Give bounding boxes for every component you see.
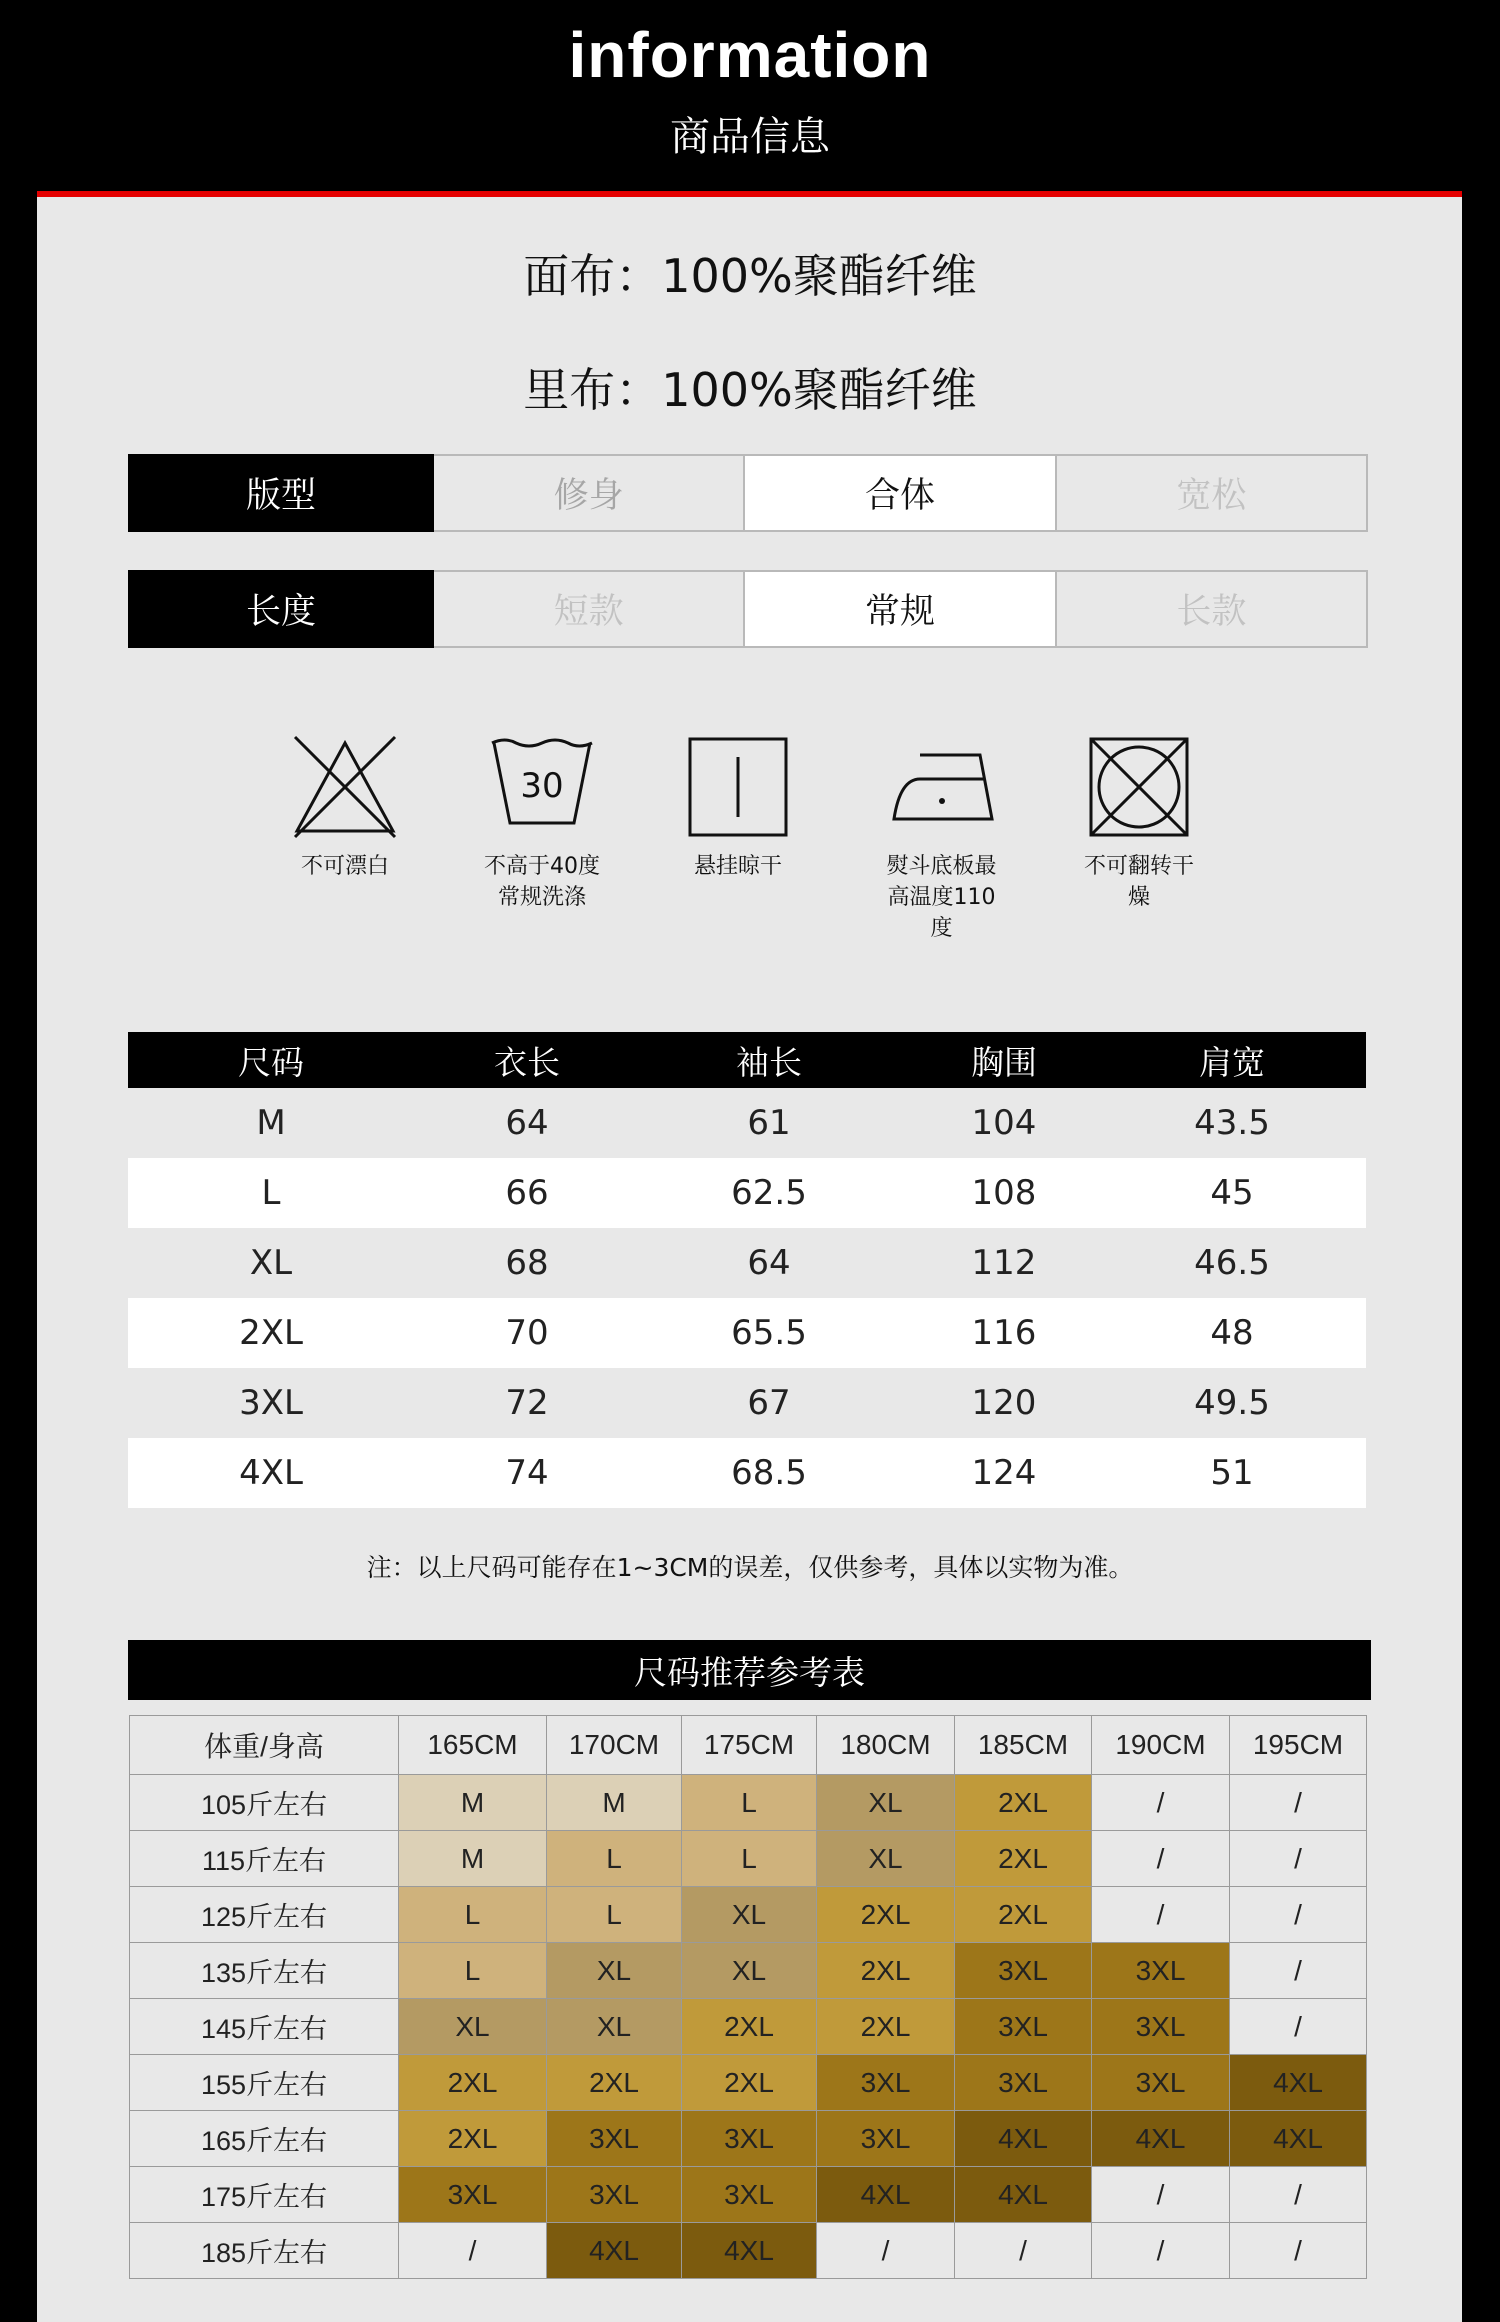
table-cell: 67 (747, 1383, 791, 1423)
table-cell: 43.5 (1194, 1103, 1270, 1143)
table-cell: 72 (505, 1383, 549, 1423)
size-cell: 4XL (547, 2223, 682, 2279)
size-cell: 4XL (1092, 2111, 1230, 2167)
size-cell: / (1092, 1887, 1230, 1943)
size-cell: / (1230, 1887, 1367, 1943)
size-cell: 2XL (817, 1999, 955, 2055)
size-table (128, 1032, 1366, 1508)
length-option-long: 长款 (1057, 570, 1368, 648)
table-cell: 112 (971, 1243, 1037, 1283)
table-row (128, 1088, 1366, 1158)
table-cell: 3XL (239, 1383, 303, 1423)
wash-30-icon (490, 735, 594, 839)
care-item-wash (462, 735, 622, 913)
size-cell: XL (547, 1943, 682, 1999)
table-row (130, 2223, 1367, 2279)
table-cell: 64 (747, 1243, 791, 1283)
fit-selector (128, 454, 1368, 532)
size-cell: 2XL (817, 1943, 955, 1999)
length-option-regular: 常规 (745, 570, 1056, 648)
recommend-table (129, 1715, 1367, 2279)
table-cell: 64 (505, 1103, 549, 1143)
weight-label: 155斤左右 (130, 2055, 399, 2111)
table-cell: 2XL (239, 1313, 303, 1353)
table-cell: XL (249, 1243, 293, 1283)
no-bleach-icon (293, 735, 397, 839)
size-cell: 3XL (1092, 2055, 1230, 2111)
header-subtitle: 商品信息 (670, 114, 830, 160)
size-cell: M (547, 1775, 682, 1831)
size-cell: 2XL (817, 1887, 955, 1943)
size-cell: XL (547, 1999, 682, 2055)
size-cell: 2XL (955, 1831, 1092, 1887)
iron-low-icon (890, 735, 994, 839)
table-row (130, 2055, 1367, 2111)
care-label: 不高于40度常规洗涤 (484, 854, 600, 910)
no-tumble-dry-icon (1087, 735, 1191, 839)
size-cell: / (1092, 1831, 1230, 1887)
size-cell: 4XL (1230, 2055, 1367, 2111)
care-label: 熨斗底板最高温度110度 (886, 854, 997, 941)
table-row (130, 1887, 1367, 1943)
table-row (130, 2111, 1367, 2167)
size-cell: / (1230, 2167, 1367, 2223)
size-cell: L (547, 1887, 682, 1943)
table-row (130, 1943, 1367, 1999)
care-label: 悬挂晾干 (693, 854, 782, 879)
size-cell: 3XL (955, 1999, 1092, 2055)
size-cell: 2XL (682, 2055, 817, 2111)
table-cell: M (256, 1103, 286, 1143)
size-cell: L (399, 1943, 547, 1999)
size-cell: 4XL (955, 2111, 1092, 2167)
fit-option-slim: 修身 (434, 454, 745, 532)
table-cell: 124 (971, 1453, 1037, 1493)
size-cell: XL (817, 1831, 955, 1887)
recommend-title: 尺码推荐参考表 (128, 1640, 1371, 1700)
height-header: 180CM (817, 1716, 955, 1775)
table-cell: 62.5 (731, 1173, 807, 1213)
table-cell: 74 (505, 1453, 549, 1493)
size-cell: L (399, 1887, 547, 1943)
size-cell: / (817, 2223, 955, 2279)
height-header: 185CM (955, 1716, 1092, 1775)
size-cell: L (682, 1775, 817, 1831)
care-item-drip-dry (658, 735, 818, 882)
col-header: 胸围 (971, 1042, 1037, 1082)
fit-label: 版型 (128, 454, 434, 532)
table-cell: 49.5 (1194, 1383, 1270, 1423)
table-cell: 66 (505, 1173, 549, 1213)
size-note: 注：以上尺码可能存在1~3CM的误差，仅供参考，具体以实物为准。 (366, 1553, 1134, 1582)
size-cell: XL (817, 1775, 955, 1831)
size-cell: / (399, 2223, 547, 2279)
header (0, 0, 1500, 192)
size-cell: / (1230, 1775, 1367, 1831)
height-header: 190CM (1092, 1716, 1230, 1775)
height-header: 175CM (682, 1716, 817, 1775)
size-cell: / (1230, 2223, 1367, 2279)
size-cell: 2XL (399, 2111, 547, 2167)
table-row (128, 1298, 1366, 1368)
weight-label: 105斤左右 (130, 1775, 399, 1831)
table-cell: 4XL (239, 1453, 303, 1493)
care-label: 不可漂白 (300, 854, 389, 879)
table-cell: 46.5 (1194, 1243, 1270, 1283)
table-row (130, 1775, 1367, 1831)
weight-label: 145斤左右 (130, 1999, 399, 2055)
size-cell: / (1092, 1775, 1230, 1831)
table-cell: 68.5 (731, 1453, 807, 1493)
table-cell: 120 (971, 1383, 1037, 1423)
size-cell: / (1230, 1943, 1367, 1999)
height-header: 195CM (1230, 1716, 1367, 1775)
size-cell: XL (682, 1943, 817, 1999)
size-cell: L (547, 1831, 682, 1887)
size-cell: / (1092, 2223, 1230, 2279)
size-cell: / (1230, 1831, 1367, 1887)
header-title: information (568, 19, 932, 91)
size-cell: / (955, 2223, 1092, 2279)
table-cell: 116 (971, 1313, 1037, 1353)
weight-label: 135斤左右 (130, 1943, 399, 1999)
size-cell: 3XL (1092, 1943, 1230, 1999)
size-cell: 3XL (547, 2111, 682, 2167)
fabric-lining: 里布：100%聚酯纤维 (523, 363, 977, 417)
size-cell: 3XL (955, 1943, 1092, 1999)
size-cell: 3XL (399, 2167, 547, 2223)
fit-option-loose: 宽松 (1057, 454, 1368, 532)
table-row (130, 2167, 1367, 2223)
fit-option-regular: 合体 (745, 454, 1056, 532)
table-cell: L (261, 1173, 281, 1213)
weight-label: 115斤左右 (130, 1831, 399, 1887)
length-label: 长度 (128, 570, 434, 648)
care-item-no-tumble (1059, 735, 1219, 913)
table-row (130, 1831, 1367, 1887)
size-cell: 3XL (1092, 1999, 1230, 2055)
corner-label: 体重/身高 (130, 1716, 399, 1775)
col-header: 尺码 (238, 1042, 304, 1082)
size-cell: 3XL (955, 2055, 1092, 2111)
size-cell: 4XL (1230, 2111, 1367, 2167)
size-cell: / (1230, 1999, 1367, 2055)
table-cell: 104 (971, 1103, 1037, 1143)
size-cell: 3XL (817, 2055, 955, 2111)
size-cell: 4XL (955, 2167, 1092, 2223)
table-cell: 48 (1210, 1313, 1254, 1353)
fabric-outer: 面布：100%聚酯纤维 (523, 249, 977, 303)
table-cell: 51 (1210, 1453, 1254, 1493)
table-cell: 108 (971, 1173, 1037, 1213)
table-row (130, 1999, 1367, 2055)
svg-text:30: 30 (520, 766, 564, 806)
table-row (128, 1158, 1366, 1228)
weight-label: 165斤左右 (130, 2111, 399, 2167)
table-cell: 61 (747, 1103, 791, 1143)
weight-label: 175斤左右 (130, 2167, 399, 2223)
length-selector (128, 570, 1368, 648)
size-cell: 2XL (955, 1887, 1092, 1943)
size-cell: M (399, 1775, 547, 1831)
length-option-short: 短款 (434, 570, 745, 648)
table-cell: 70 (505, 1313, 549, 1353)
col-header: 袖长 (736, 1042, 802, 1082)
size-cell: 3XL (682, 2111, 817, 2167)
care-item-no-bleach (265, 735, 425, 882)
weight-label: 125斤左右 (130, 1887, 399, 1943)
size-cell: XL (399, 1999, 547, 2055)
size-cell: 3XL (547, 2167, 682, 2223)
size-table-header (128, 1032, 1366, 1088)
weight-label: 185斤左右 (130, 2223, 399, 2279)
size-cell: 2XL (682, 1999, 817, 2055)
size-cell: 4XL (817, 2167, 955, 2223)
size-cell: L (682, 1831, 817, 1887)
table-cell: 68 (505, 1243, 549, 1283)
height-header: 165CM (399, 1716, 547, 1775)
table-row (128, 1368, 1366, 1438)
size-cell: M (399, 1831, 547, 1887)
size-cell: 2XL (547, 2055, 682, 2111)
table-cell: 65.5 (731, 1313, 807, 1353)
care-item-iron (862, 735, 1022, 944)
size-cell: XL (682, 1887, 817, 1943)
care-label: 不可翻转干燥 (1083, 854, 1194, 910)
size-cell: 3XL (682, 2167, 817, 2223)
size-cell: 3XL (817, 2111, 955, 2167)
size-cell: 4XL (682, 2223, 817, 2279)
col-header: 肩宽 (1199, 1042, 1265, 1082)
col-header: 衣长 (494, 1042, 560, 1082)
table-row (128, 1228, 1366, 1298)
size-cell: 2XL (955, 1775, 1092, 1831)
drip-dry-icon (686, 735, 790, 839)
height-header: 170CM (547, 1716, 682, 1775)
size-cell: 2XL (399, 2055, 547, 2111)
recommend-header-row (130, 1716, 1367, 1775)
table-row (128, 1438, 1366, 1508)
size-cell: / (1092, 2167, 1230, 2223)
table-cell: 45 (1210, 1173, 1254, 1213)
